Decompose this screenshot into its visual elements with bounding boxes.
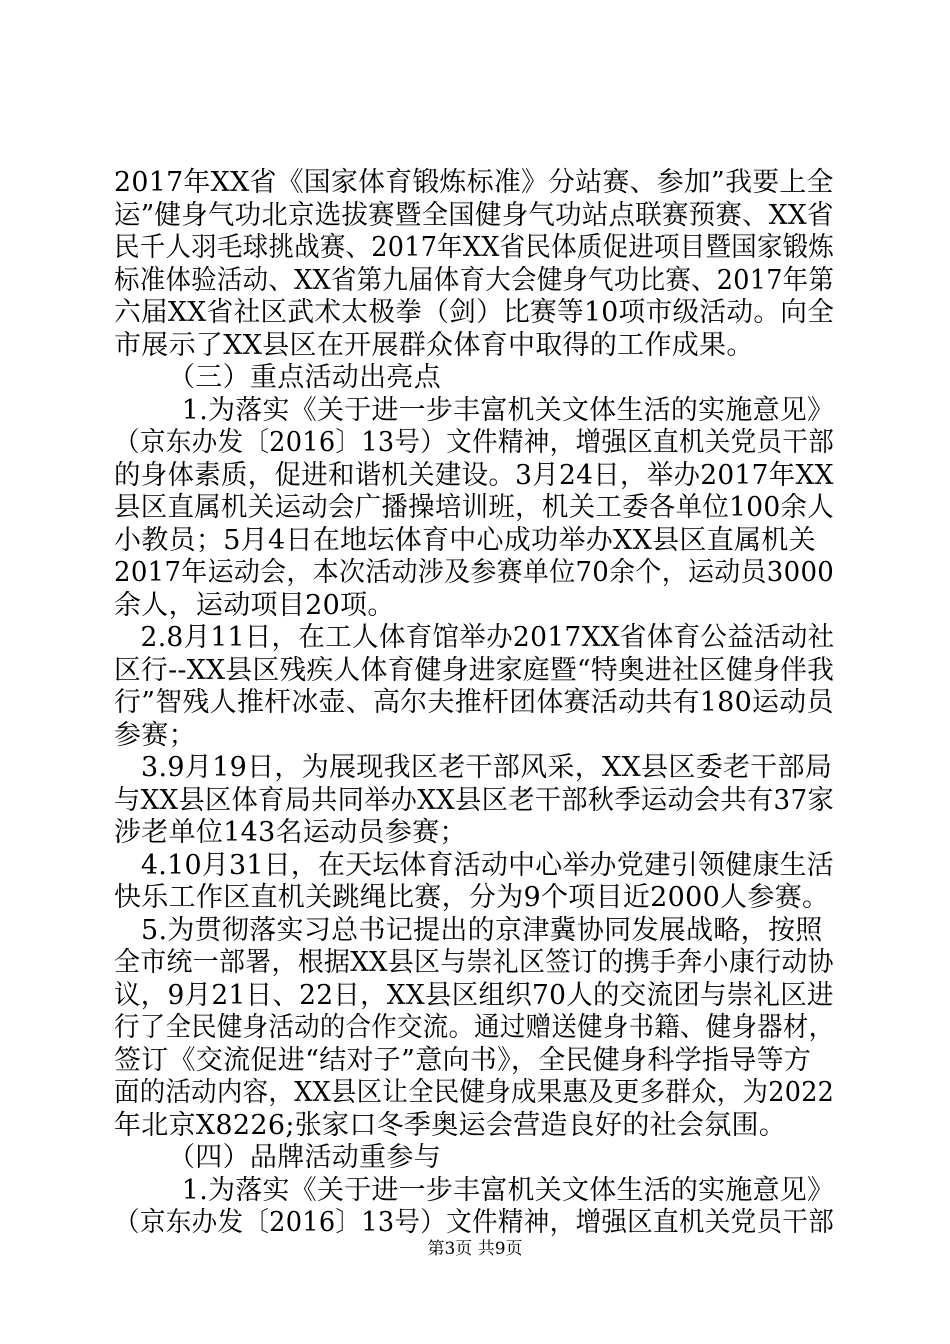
text-line: 的身体素质，促进和谐机关建设。3月24日，举办2017年XX xyxy=(114,459,834,491)
text-line: 年北京X8226;张家口冬季奥运会营造良好的社会氛围。 xyxy=(114,1109,787,1141)
text-line: 与XX县区体育局共同举办XX县区老干部秋季运动会共有37家 xyxy=(114,784,834,816)
text-line: 运”健身气功北京选拔赛暨全国健身气功站点联赛预赛、XX省 xyxy=(114,199,834,231)
text-line: 全市统一部署，根据XX县区与崇礼区签订的携手奔小康行动协 xyxy=(114,947,834,978)
text-line: 1.为落实《关于进一步丰富机关文体生活的实施意见》 xyxy=(181,394,835,426)
text-line: 六届XX省社区武术太极拳（剑）比赛等10项市级活动。向全 xyxy=(114,297,835,328)
text-line: 1.为落实《关于进一步丰富机关文体生活的实施意见》 xyxy=(181,1174,835,1206)
text-line: 民千人羽毛球挑战赛、2017年XX省民体质促进项目暨国家锻炼 xyxy=(114,232,835,263)
text-line: 2.8月11日，在工人体育馆举办2017XX省体育公益活动社 xyxy=(140,622,835,653)
text-line: 5.为贯彻落实习总书记提出的京津冀协同发展战略，按照 xyxy=(141,914,823,946)
text-line: （京东办发〔2016〕13号）文件精神，增强区直机关党员干部 xyxy=(114,1207,835,1238)
text-line: 小教员；5月4日在地坛体育中心成功举办XX县区直属机关 xyxy=(114,524,816,556)
text-line: 行”智残人推杆冰壶、高尔夫推杆团体赛活动共有180运动员 xyxy=(114,687,834,718)
text-line: 2017年XX省《国家体育锻炼标准》分站赛、参加”我要上全 xyxy=(114,167,834,198)
text-line: 涉老单位143名运动员参赛； xyxy=(114,817,467,848)
text-line: （京东办发〔2016〕13号）文件精神，增强区直机关党员干部 xyxy=(114,427,835,458)
text-line: 签订《交流促进“结对子”意向书》，全民健身科学指导等方 xyxy=(114,1044,812,1076)
text-line: 标准体验活动、XX省第九届体育大会健身气功比赛、2017年第 xyxy=(114,264,835,296)
text-line: （四）品牌活动重参与 xyxy=(168,1142,441,1173)
page-footer: 第3页 共9页 xyxy=(427,1239,523,1259)
document-body xyxy=(114,167,834,1240)
text-line: 2017年运动会，本次活动涉及参赛单位70余个，运动员3000 xyxy=(114,557,835,588)
text-line: 3.9月19日，为展现我区老干部风采，XX县区委老干部局 xyxy=(141,752,833,783)
text-line: 议，9月21日、22日，XX县区组织70人的交流团与崇礼区进 xyxy=(114,979,834,1011)
text-line: 参赛； xyxy=(114,719,196,751)
text-line: 区行--XX县区残疾人体育健身进家庭暨“特奥进社区健身伴我 xyxy=(114,654,835,686)
text-line: 县区直属机关运动会广播操培训班，机关工委各单位100余人 xyxy=(114,492,834,523)
text-line: （三）重点活动出亮点 xyxy=(168,362,441,393)
text-line: 市展示了XX县区在开展群众体育中取得的工作成果。 xyxy=(114,329,754,361)
text-line: 行了全民健身活动的合作交流。通过赠送健身书籍、健身器材， xyxy=(114,1012,835,1043)
text-line: 余人，运动项目20项。 xyxy=(114,589,395,621)
text-line: 4.10月31日，在天坛体育活动中心举办党建引领健康生活 xyxy=(140,849,834,881)
text-line: 面的活动内容，XX县区让全民健身成果惠及更多群众，为2022 xyxy=(114,1077,835,1108)
text-line: 快乐工作区直机关跳绳比赛，分为9个项目近2000人参赛。 xyxy=(114,882,830,913)
